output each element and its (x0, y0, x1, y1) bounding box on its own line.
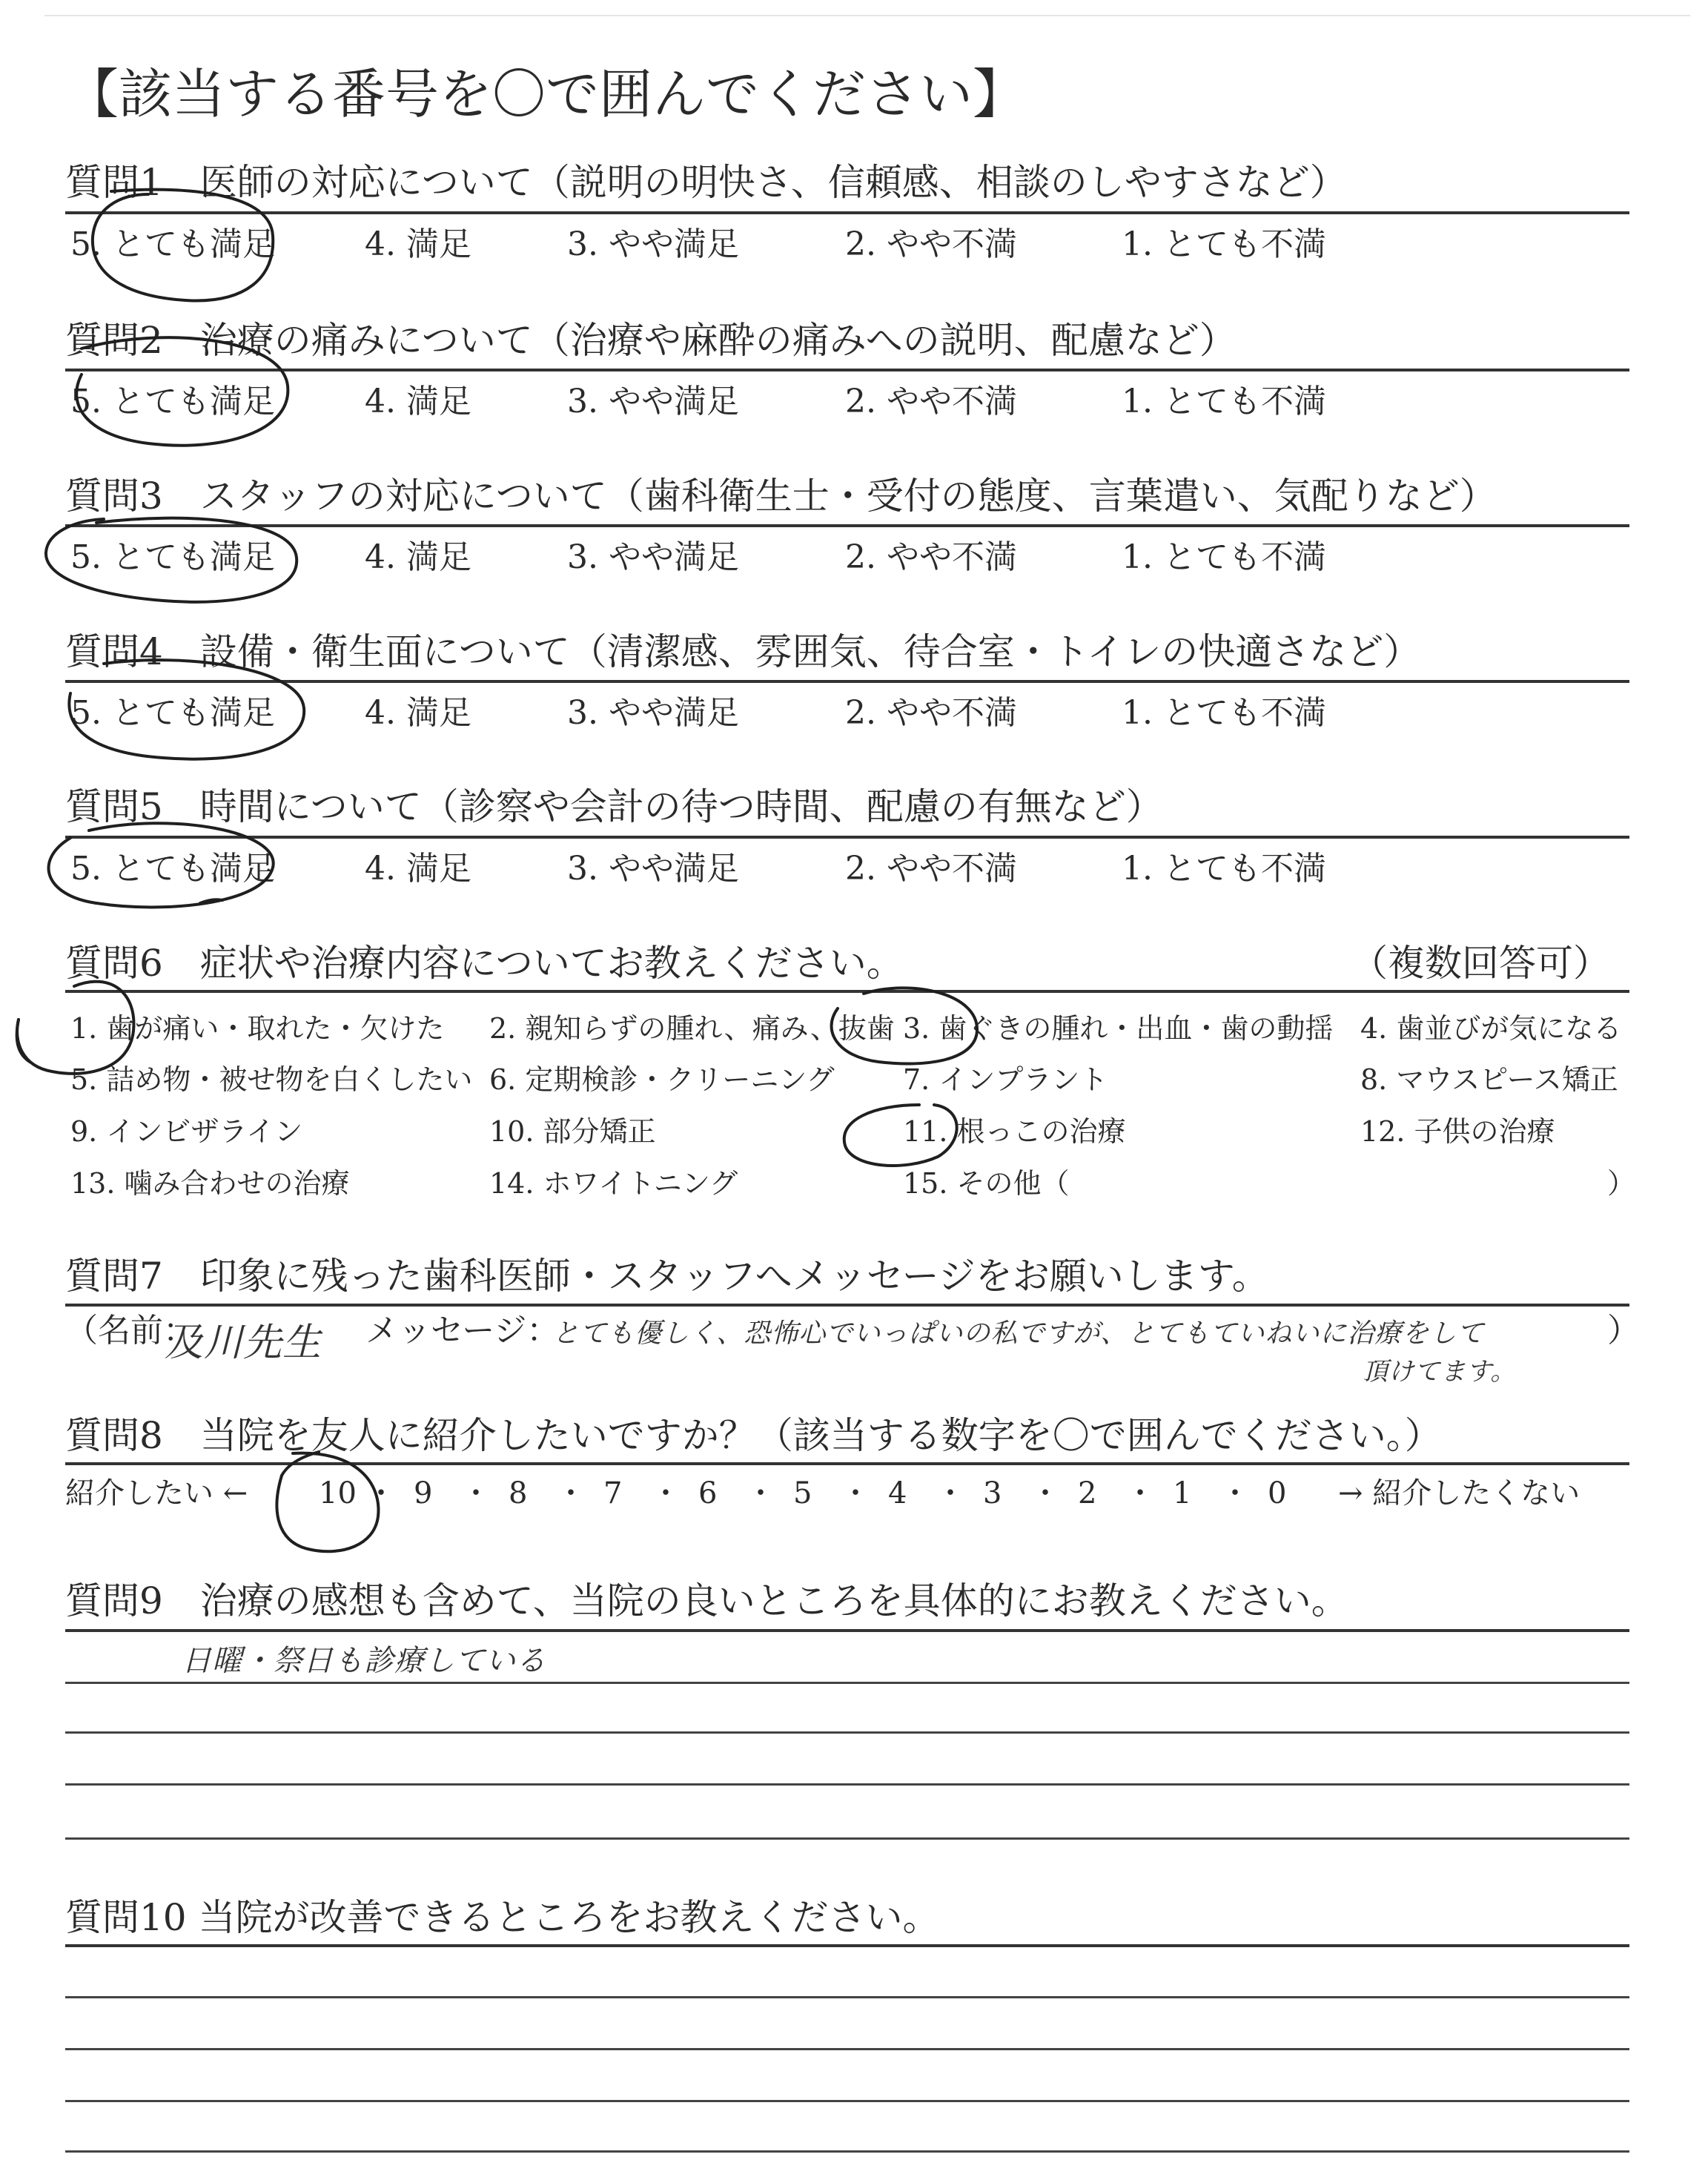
q6-item-10[interactable]: 10. 部分矯正 (489, 1115, 656, 1148)
q3-option-4[interactable]: 4. 満足 (365, 538, 471, 576)
q9-answer-line-2 (65, 1731, 1629, 1734)
question-8-rule (65, 1462, 1629, 1465)
question-3-title: 質問3 スタッフの対応について（歯科衛生士・受付の態度、言葉遣い、気配りなど） (65, 475, 1497, 518)
q1-option-4[interactable]: 4. 満足 (365, 225, 471, 263)
question-7-rule (65, 1304, 1629, 1307)
q8-scale-value-10[interactable]: 10 (319, 1476, 357, 1510)
q6-item-12[interactable]: 12. 子供の治療 (1360, 1115, 1555, 1148)
q8-scale-separator: ・ (746, 1476, 775, 1510)
q10-answer-line-2 (65, 2048, 1629, 2050)
q3-option-5[interactable]: 5. とても満足 (70, 538, 275, 576)
q7-name-handwritten[interactable]: 及川先生 (165, 1321, 322, 1365)
q9-answer-handwritten[interactable]: 日曜・祭日も診療している (182, 1644, 546, 1678)
q7-message-handwritten[interactable]: とても優しく、恐怖心でいっぱいの私ですが、とてもていねいに治療をして (552, 1318, 1485, 1349)
q6-item-4[interactable]: 4. 歯並びが気になる (1360, 1012, 1622, 1045)
q5-option-5[interactable]: 5. とても満足 (70, 850, 275, 888)
q4-option-4[interactable]: 4. 満足 (365, 694, 471, 732)
q8-scale-separator: ・ (1220, 1476, 1250, 1510)
q8-scale-separator: ・ (366, 1476, 396, 1510)
q6-item-9[interactable]: 9. インビザライン (70, 1115, 303, 1148)
q8-left-label: 紹介したい ← (65, 1476, 248, 1510)
q9-answer-line-1 (65, 1682, 1629, 1684)
q2-option-2[interactable]: 2. やや不満 (845, 383, 1017, 420)
form-header: 【該当する番号を〇で囲んでください】 (65, 63, 1027, 125)
q7-message-handwritten-line2[interactable]: 頂けてます。 (1363, 1357, 1517, 1387)
q10-answer-line-3 (65, 2100, 1629, 2102)
q7-close-paren: ） (1607, 1312, 1640, 1350)
question-10-rule (65, 1944, 1629, 1947)
q2-option-3[interactable]: 3. やや満足 (567, 383, 739, 420)
q4-option-2[interactable]: 2. やや不満 (845, 694, 1017, 732)
q5-option-2[interactable]: 2. やや不満 (845, 850, 1017, 888)
q3-option-3[interactable]: 3. やや満足 (567, 538, 739, 576)
q6-item1-pen-tail (17, 1020, 30, 1062)
q6-item-11[interactable]: 11. 根っこの治療 (903, 1115, 1126, 1148)
q8-scale-value-3[interactable]: 3 (983, 1476, 1002, 1510)
question-6-note: （複数回答可） (1351, 942, 1610, 985)
q8-scale-value-0[interactable]: 0 (1268, 1476, 1287, 1510)
question-2-title: 質問2 治療の痛みについて（治療や麻酔の痛みへの説明、配慮など） (65, 319, 1237, 362)
q8-right-label: → 紹介したくない (1338, 1476, 1580, 1510)
question-6-rule (65, 990, 1629, 993)
scan-edge (44, 15, 1690, 16)
q6-item-3[interactable]: 3. 歯ぐきの腫れ・出血・歯の動揺 (903, 1012, 1334, 1045)
q10-answer-line-4 (65, 2150, 1629, 2153)
q9-answer-line-4 (65, 1837, 1629, 1840)
q6-item-15[interactable]: 15. その他（ (903, 1167, 1070, 1200)
q8-scale-separator: ・ (841, 1476, 870, 1510)
q1-option-1[interactable]: 1. とても不満 (1122, 225, 1326, 263)
question-9-rule (65, 1629, 1629, 1632)
question-5-title: 質問5 時間について（診察や会計の待つ時間、配慮の有無など） (65, 785, 1163, 828)
question-1-rule (65, 211, 1629, 214)
question-10-title: 質問10 当院が改善できるところをお教えください。 (65, 1896, 940, 1939)
question-2-rule (65, 369, 1629, 371)
q3-option-2[interactable]: 2. やや不満 (845, 538, 1017, 576)
q8-scale-separator: ・ (1125, 1476, 1155, 1510)
q5-option-3[interactable]: 3. やや満足 (567, 850, 739, 888)
question-4-title: 質問4 設備・衛生面について（清潔感、雰囲気、待合室・トイレの快適さなど） (65, 630, 1421, 673)
q1-option-5[interactable]: 5. とても満足 (70, 225, 275, 263)
q4-option-3[interactable]: 3. やや満足 (567, 694, 739, 732)
q2-option-1[interactable]: 1. とても不満 (1122, 383, 1326, 420)
q5-pen-tick (200, 899, 222, 903)
question-7-title: 質問7 印象に残った歯科医師・スタッフへメッセージをお願いします。 (65, 1255, 1269, 1298)
q6-item-2[interactable]: 2. 親知らずの腫れ、痛み、抜歯 (489, 1012, 895, 1045)
q8-scale-value-9[interactable]: 9 (414, 1476, 433, 1510)
question-9-title: 質問9 治療の感想も含めて、当院の良いところを具体的にお教えください。 (65, 1579, 1348, 1622)
question-6-title: 質問6 症状や治療内容についてお教えください。 (65, 942, 904, 985)
q8-scale-separator: ・ (1030, 1476, 1060, 1510)
q8-scale-value-8[interactable]: 8 (509, 1476, 528, 1510)
q4-option-1[interactable]: 1. とても不満 (1122, 694, 1326, 732)
q8-scale-value-5[interactable]: 5 (793, 1476, 812, 1510)
q1-option-2[interactable]: 2. やや不満 (845, 225, 1017, 263)
q4-option-5[interactable]: 5. とても満足 (70, 694, 275, 732)
q2-option-4[interactable]: 4. 満足 (365, 383, 471, 420)
question-3-rule (65, 524, 1629, 527)
q3-option-1[interactable]: 1. とても不満 (1122, 538, 1326, 576)
q6-item-13[interactable]: 13. 噛み合わせの治療 (70, 1167, 350, 1200)
q6-item-1[interactable]: 1. 歯が痛い・取れた・欠けた (70, 1012, 445, 1045)
q7-name-label: （名前： (65, 1312, 196, 1350)
q8-scale-value-7[interactable]: 7 (603, 1476, 623, 1510)
q6-item-6[interactable]: 6. 定期検診・クリーニング (489, 1063, 835, 1096)
q6-item-8[interactable]: 8. マウスピース矯正 (1360, 1063, 1618, 1096)
q8-scale-value-6[interactable]: 6 (698, 1476, 718, 1510)
q6-item-7[interactable]: 7. インプラント (903, 1063, 1108, 1096)
q6-item-5[interactable]: 5. 詰め物・被せ物を白くしたい (70, 1063, 473, 1096)
q6-item-15-close: ） (1607, 1167, 1636, 1200)
q8-scale-separator: ・ (651, 1476, 681, 1510)
q6-item-14[interactable]: 14. ホワイトニング (489, 1167, 738, 1200)
question-4-rule (65, 680, 1629, 683)
q5-option-1[interactable]: 1. とても不満 (1122, 850, 1326, 888)
question-8-title: 質問8 当院を友人に紹介したいですか？（該当する数字を〇で囲んでください。） (65, 1414, 1442, 1457)
question-5-rule (65, 836, 1629, 839)
q8-scale-separator: ・ (936, 1476, 965, 1510)
q7-message-label: メッセージ： (365, 1312, 560, 1350)
question-1-title: 質問1 医師の対応について（説明の明快さ、信頼感、相談のしやすさなど） (65, 161, 1347, 204)
q8-scale-separator: ・ (556, 1476, 586, 1510)
q8-scale-separator: ・ (461, 1476, 491, 1510)
q8-scale-value-4[interactable]: 4 (888, 1476, 907, 1510)
q8-scale-value-2[interactable]: 2 (1078, 1476, 1097, 1510)
q2-option-5[interactable]: 5. とても満足 (70, 383, 275, 420)
q1-option-3[interactable]: 3. やや満足 (567, 225, 739, 263)
q10-answer-line-1 (65, 1996, 1629, 1998)
q8-scale-value-1[interactable]: 1 (1173, 1476, 1192, 1510)
q5-option-4[interactable]: 4. 満足 (365, 850, 471, 888)
q9-answer-line-3 (65, 1783, 1629, 1786)
